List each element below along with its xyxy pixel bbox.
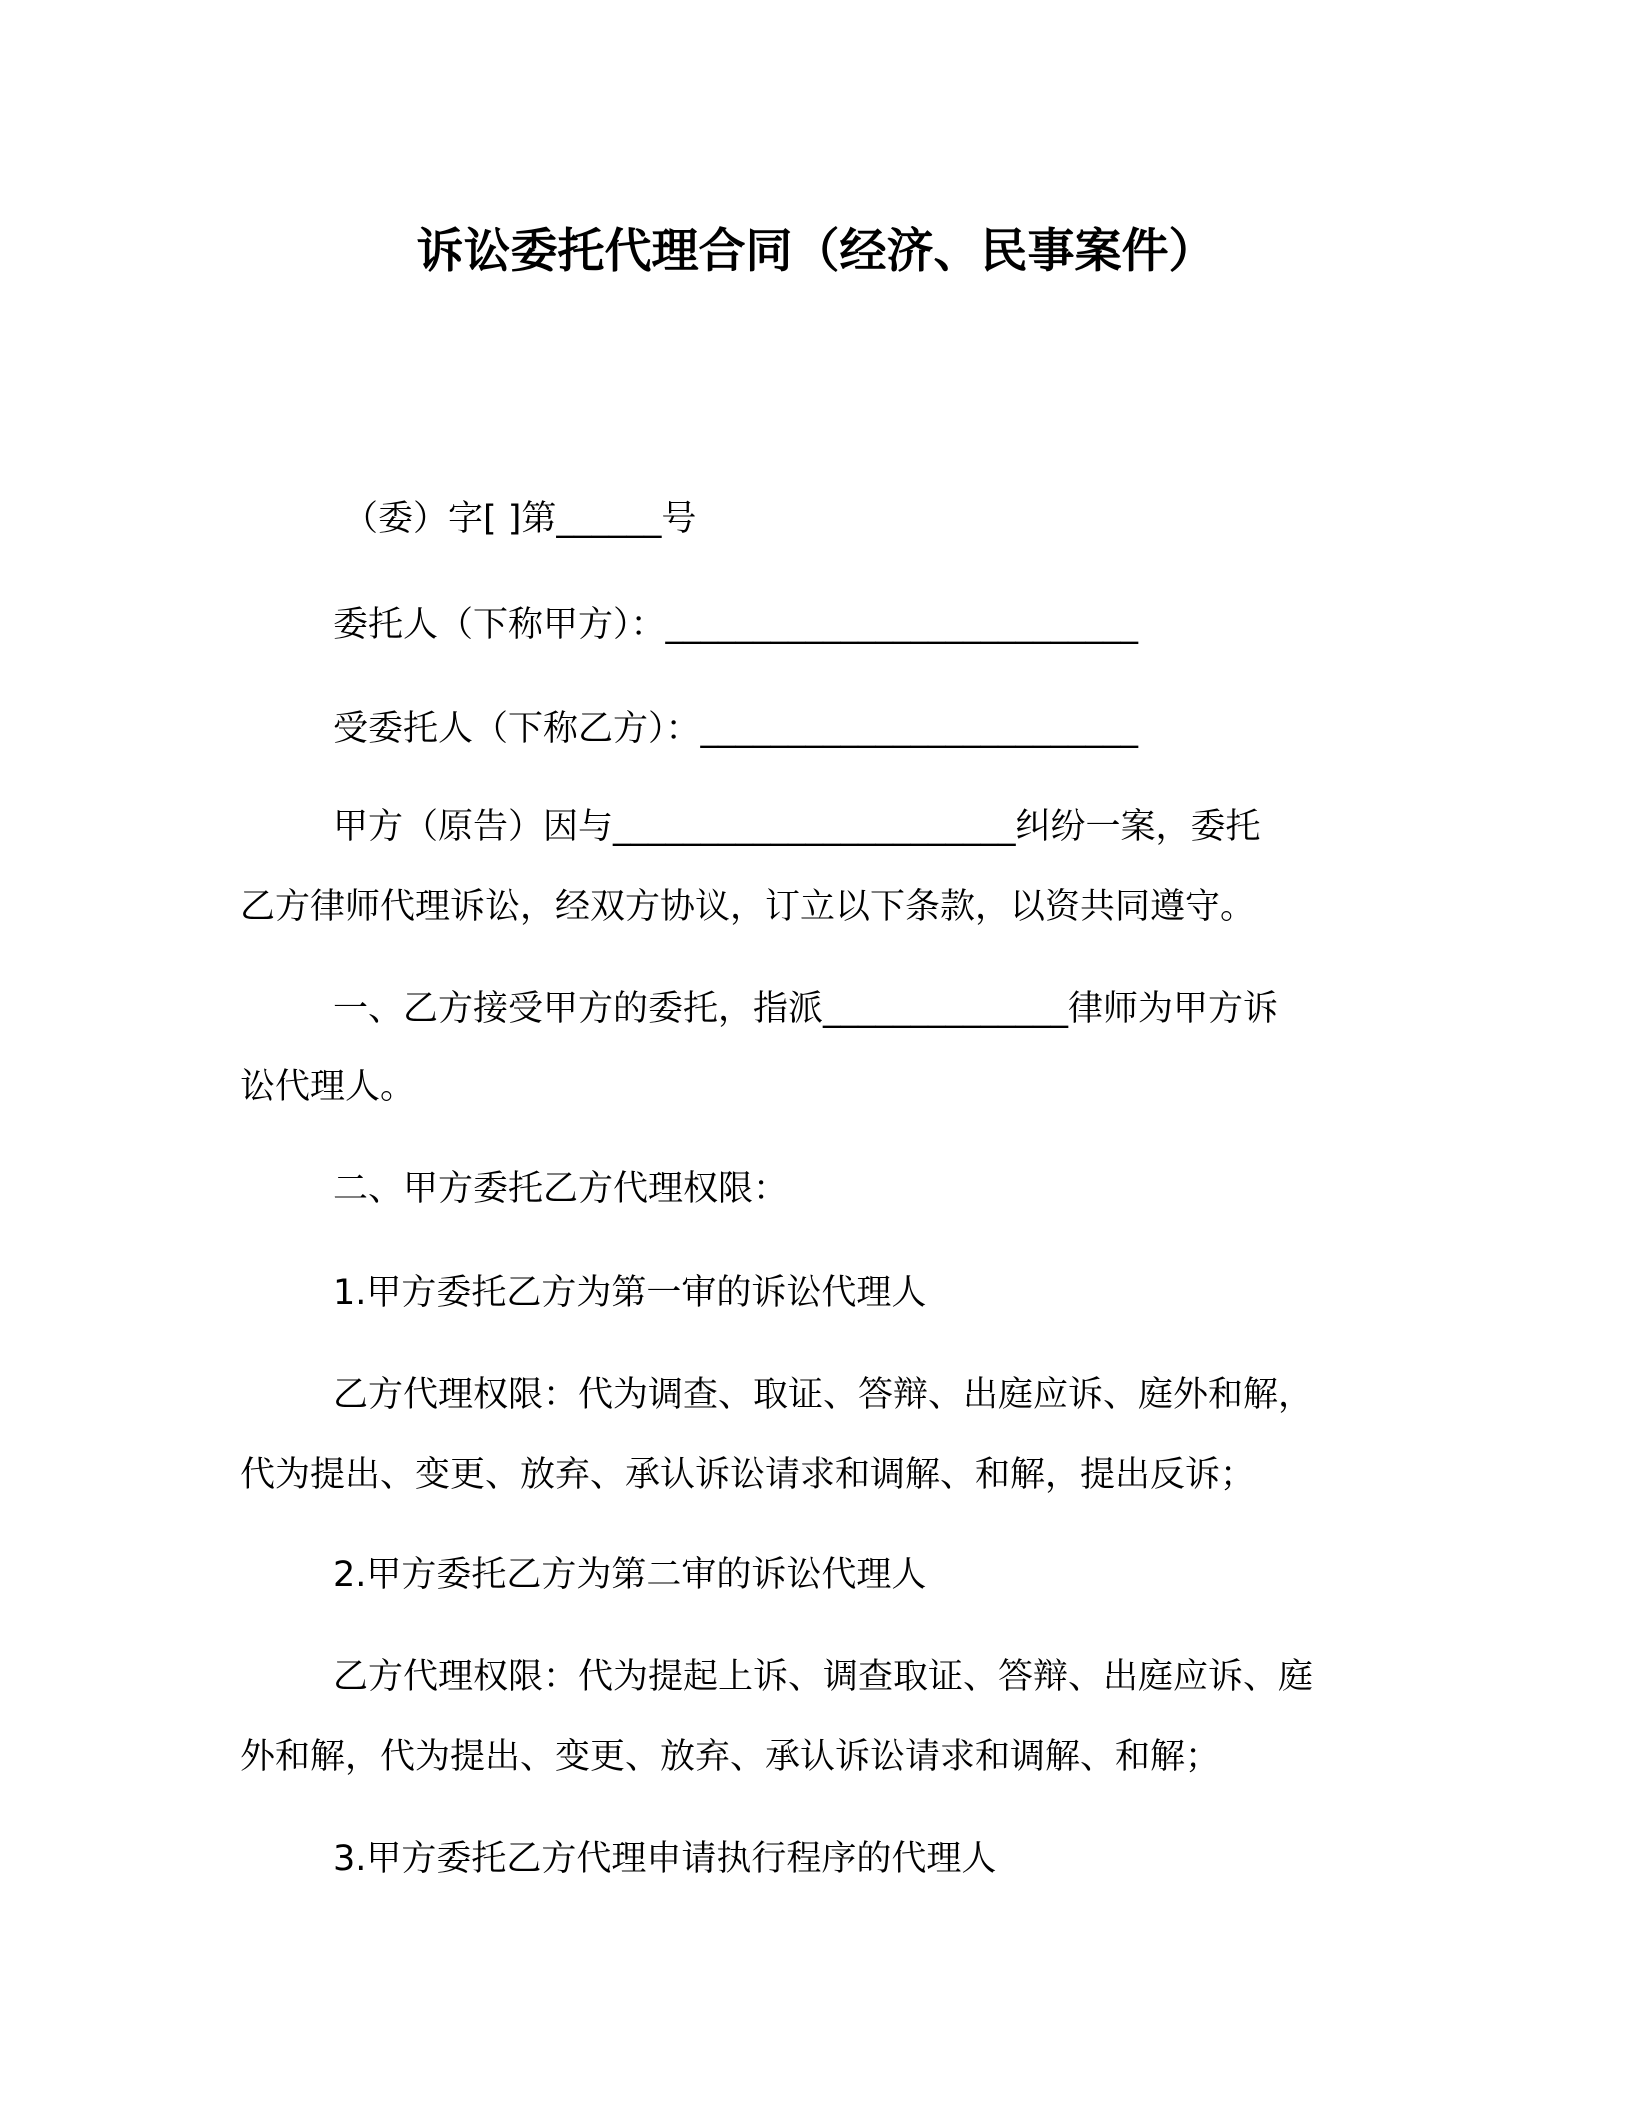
item-1-heading: 1.甲方委托乙方为第一审的诉讼代理人 — [333, 1273, 927, 1313]
client-line: 委托人（下称甲方）：___________________________ — [333, 605, 1139, 645]
item-1-line-2: 代为提出、变更、放弃、承认诉讼请求和调解、和解，提出反诉； — [240, 1455, 1256, 1495]
reference-number: （委）字[ ]第______号 — [343, 499, 697, 539]
intro-paragraph-line-2: 乙方律师代理诉讼，经双方协议，订立以下条款，以资共同遵守。 — [240, 887, 1256, 927]
item-3-heading: 3.甲方委托乙方代理申请执行程序的代理人 — [333, 1839, 997, 1879]
clause-2-heading: 二、甲方委托乙方代理权限： — [333, 1169, 789, 1209]
agent-line: 受委托人（下称乙方）：_________________________ — [333, 709, 1139, 749]
item-2-line-2: 外和解，代为提出、变更、放弃、承认诉讼请求和调解、和解； — [240, 1737, 1221, 1777]
clause-1-line-1: 一、乙方接受甲方的委托，指派______________律师为甲方诉 — [333, 989, 1279, 1029]
clause-1-line-2: 讼代理人。 — [240, 1067, 416, 1107]
document-title: 诉讼委托代理合同（经济、民事案件） — [416, 224, 1216, 279]
item-2-heading: 2.甲方委托乙方为第二审的诉讼代理人 — [333, 1555, 927, 1595]
item-1-line-1: 乙方代理权限：代为调查、取证、答辩、出庭应诉、庭外和解， — [333, 1375, 1314, 1415]
item-2-line-1: 乙方代理权限：代为提起上诉、调查取证、答辩、出庭应诉、庭 — [333, 1657, 1314, 1697]
intro-paragraph-line-1: 甲方（原告）因与_______________________纠纷一案，委托 — [333, 807, 1261, 847]
